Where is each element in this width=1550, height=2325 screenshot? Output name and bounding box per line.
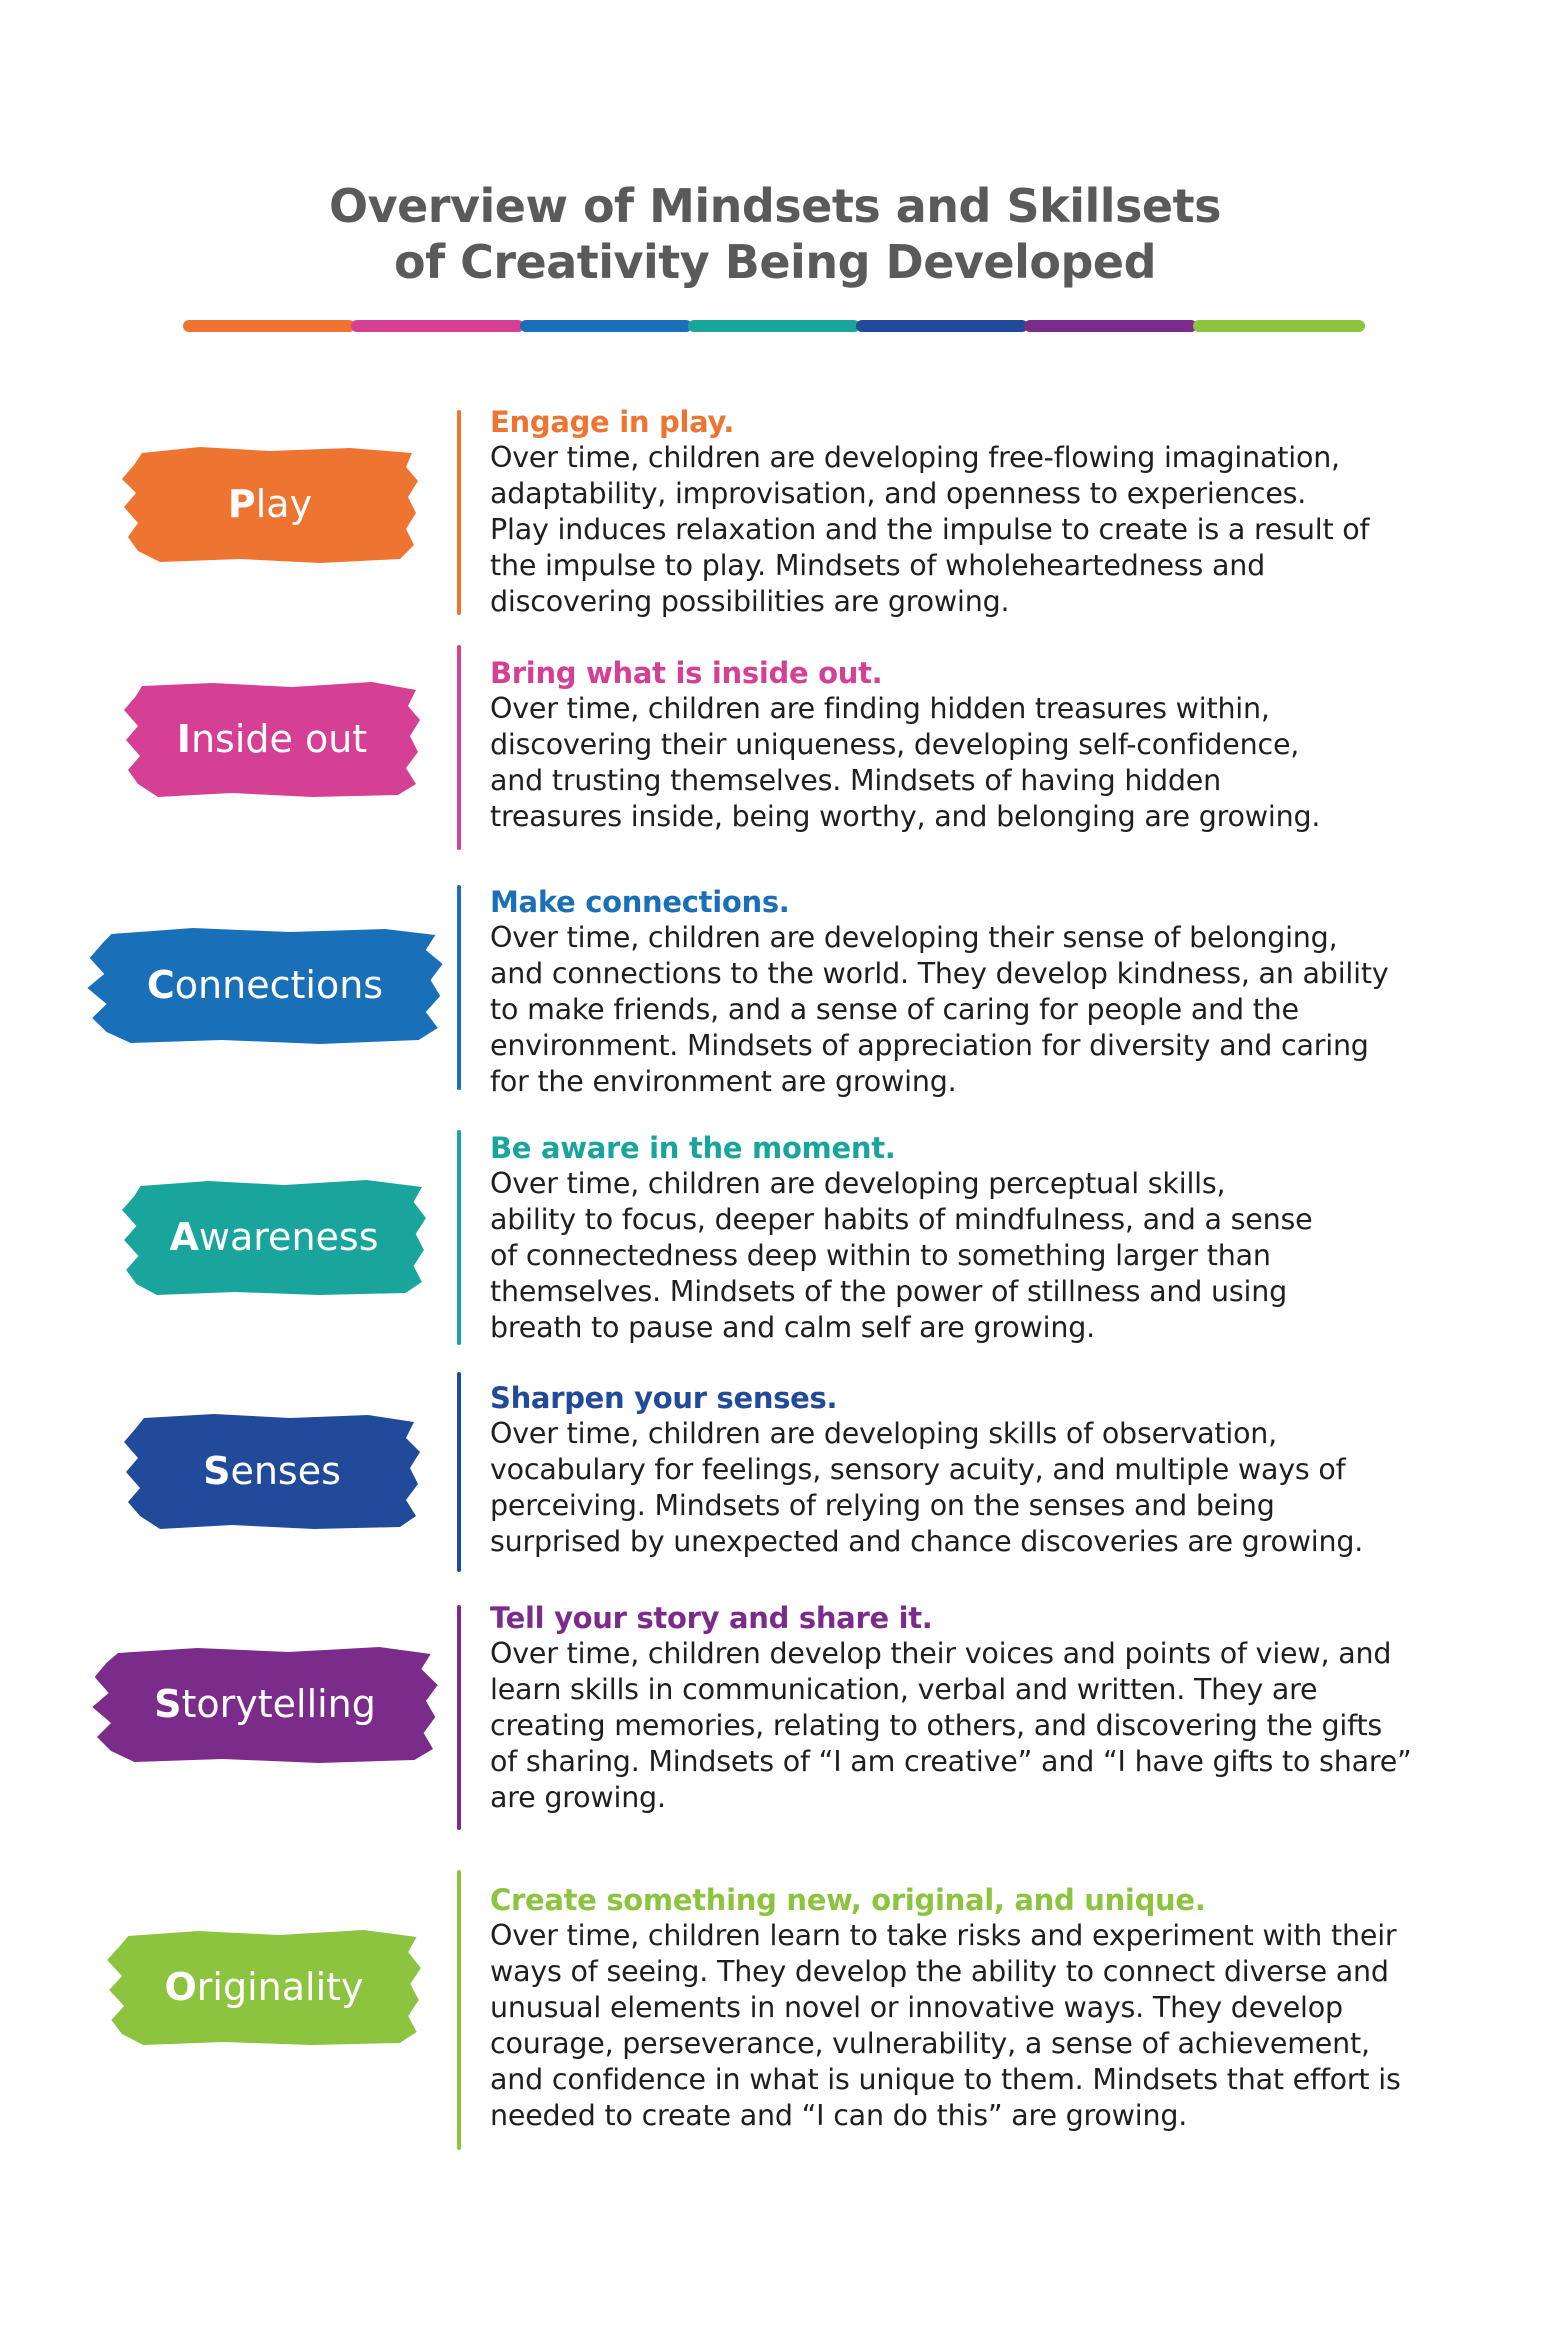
divider-line <box>457 1605 461 1830</box>
section-heading: Sharpen your senses. <box>490 1381 838 1415</box>
section-body: Over time, children are finding hidden treasures within, discovering their uniqueness, developing self-confidence, and trusting themselves. Mindsets of having hidden treasures inside, being worthy, and belonging are growing. <box>490 692 1321 833</box>
rule-segment <box>351 320 523 332</box>
badge-awareness <box>120 1178 428 1296</box>
section-heading: Be aware in the moment. <box>490 1131 896 1165</box>
section-body: Over time, children are developing skills of observation, vocabulary for feelings, sensory acuity, and multiple ways of perceiving. Mindsets of relying on the senses and being surprised by unexpected and chance discoveries are growing. <box>490 1417 1364 1558</box>
badge-label: S torytelling <box>154 1682 376 1726</box>
section-body: Over time, children develop their voices and points of view, and learn skills in communication, verbal and written. They are creating memories, relating to others, and discovering the gifts of sharing. Mindsets of “I am creative” and “I have gifts to share” are growing. <box>490 1637 1412 1814</box>
section-body: Over time, children are developing perceptual skills, ability to focus, deeper habits of mindfulness, and a sense of connectedness deep within to something larger than themselves. Mindsets of the power of stillness and using breath to pause and calm self are growing. <box>490 1167 1313 1344</box>
badge-storytelling <box>90 1645 440 1763</box>
rule-segment <box>1193 320 1365 332</box>
page-title-line-2: of Creativity Being Developed <box>393 235 1157 289</box>
page-title <box>0 178 1550 290</box>
section-heading: Tell your story and share it. <box>490 1601 933 1635</box>
badge-label: I nside out <box>176 717 368 761</box>
badge-label: O riginality <box>164 1965 364 2009</box>
color-divider <box>183 320 1361 332</box>
section-heading: Engage in play. <box>490 405 735 439</box>
badge-play <box>120 445 420 563</box>
badge-label: S enses <box>203 1449 341 1493</box>
divider-line <box>457 645 461 850</box>
divider-line <box>457 410 461 615</box>
section-body: Over time, children are developing free-flowing imagination, adaptability, improvisation, and openness to experiences. Play induces relaxation and the impulse to create is a result of the impulse to play. Mindsets of wholeheartedness and discovering possibilities are growing. <box>490 441 1370 618</box>
badge-label: A wareness <box>169 1215 379 1259</box>
section-heading: Make connections. <box>490 885 790 919</box>
badge-label: P lay <box>227 482 313 526</box>
section-body: Over time, children are developing their sense of belonging, and connections to the world. They develop kindness, an ability to make friends, and a sense of caring for people and the environment. Mindsets of appreciation for diversity and caring for the environment are growing. <box>490 921 1389 1098</box>
page-title-line-1: Overview of Mindsets and Skillsets <box>329 179 1221 233</box>
section-heading: Create something new, original, and unique. <box>490 1883 1206 1917</box>
divider-line <box>457 1870 461 2150</box>
section-heading: Bring what is inside out. <box>490 656 883 690</box>
badge-originality <box>105 1928 423 2046</box>
divider-line <box>457 885 461 1090</box>
section-body: Over time, children learn to take risks and experiment with their ways of seeing. They develop the ability to connect diverse and unusual elements in novel or innovative ways. They develop courage, perseverance, vulnerability, a sense of achievement, and confidence in what is unique to them. Mindsets that effort is needed to create and “I can do this” are growing. <box>490 1919 1401 2132</box>
badge-connections <box>85 926 445 1044</box>
badge-label: C onnections <box>146 963 384 1007</box>
rule-segment <box>856 320 1028 332</box>
divider-line <box>457 1130 461 1345</box>
rule-segment <box>1024 320 1196 332</box>
badge-inside-out <box>122 680 422 798</box>
rule-segment <box>688 320 860 332</box>
divider-line <box>457 1372 461 1572</box>
rule-segment <box>520 320 692 332</box>
rule-segment <box>183 320 355 332</box>
badge-senses <box>122 1412 422 1530</box>
